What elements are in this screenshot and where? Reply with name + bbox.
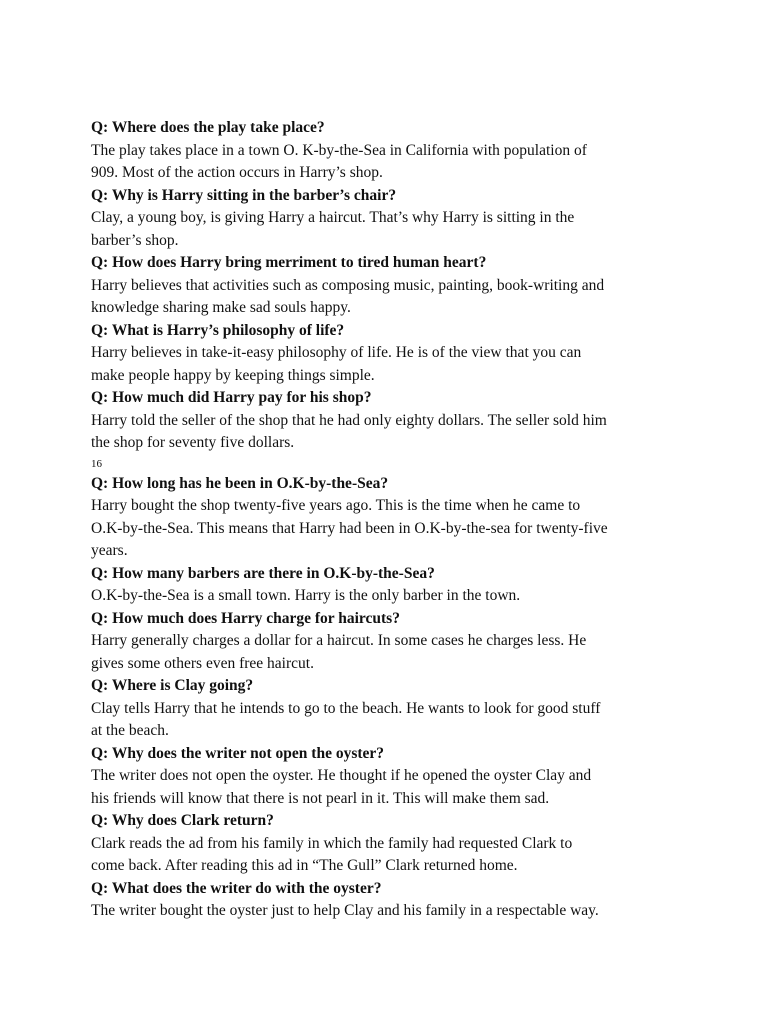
question-heading: Q: Where is Clay going?	[91, 677, 254, 694]
answer-line: his friends will know that there is not pearl in it. This will make them sad.	[91, 789, 550, 807]
answer-line: barber’s shop.	[91, 231, 179, 249]
answer-line: Harry told the seller of the shop that he had only eighty dollars. The seller sold him	[91, 411, 607, 429]
answer-line: knowledge sharing make sad souls happy.	[91, 299, 351, 316]
answer-line: the shop for seventy five dollars.	[91, 434, 295, 451]
question-heading: Q: How much did Harry pay for his shop?	[91, 389, 372, 406]
answer-line: Clay, a young boy, is giving Harry a haircut. That’s why Harry is sitting in the	[91, 209, 575, 226]
page-number: 16	[91, 457, 102, 470]
answer-line: O.K-by-the-Sea is a small town. Harry is the only barber in the town.	[91, 587, 521, 604]
answer-line: Harry generally charges a dollar for a haircut. In some cases he charges less. He	[91, 632, 587, 649]
answer-line: Clay tells Harry that he intends to go to the beach. He wants to look for good stuff	[91, 699, 601, 717]
answer-line: Harry believes that activities such as composing music, painting, book-writing and	[91, 276, 605, 294]
document-page	[91, 117, 681, 923]
question-heading: Q: How long has he been in O.K-by-the-Sea?	[91, 474, 389, 492]
answer-line: O.K-by-the-Sea. This means that Harry had been in O.K-by-the-sea for twenty-five	[91, 519, 608, 537]
question-heading: Q: What is Harry’s philosophy of life?	[91, 321, 345, 339]
answer-line: come back. After reading this ad in “The Gull” Clark returned home.	[91, 857, 518, 874]
question-heading: Q: What does the writer do with the oyster?	[91, 879, 382, 897]
answer-line: The play takes place in a town O. K-by-the-Sea in California with population of	[91, 141, 587, 159]
question-heading: Q: Why does the writer not open the oyster?	[91, 744, 385, 762]
question-heading: Q: How many barbers are there in O.K-by-the-Sea?	[91, 564, 435, 582]
answer-line: make people happy by keeping things simple.	[91, 366, 375, 384]
answer-line: The writer does not open the oyster. He thought if he opened the oyster Clay and	[91, 767, 592, 784]
answer-line: Harry bought the shop twenty-five years ago. This is the time when he came to	[91, 497, 581, 514]
answer-line: Clark reads the ad from his family in which the family had requested Clark to	[91, 834, 573, 852]
question-heading: Q: Why is Harry sitting in the barber’s chair?	[91, 186, 397, 204]
question-heading: Q: Where does the play take place?	[91, 119, 325, 136]
answer-line: at the beach.	[91, 722, 169, 739]
answer-line: 909. Most of the action occurs in Harry’s shop.	[91, 164, 383, 181]
question-heading: Q: Why does Clark return?	[91, 812, 274, 829]
question-heading: Q: How much does Harry charge for haircuts?	[91, 609, 400, 627]
answer-line: gives some others even free haircut.	[91, 654, 314, 672]
answer-line: Harry believes in take-it-easy philosophy of life. He is of the view that you can	[91, 344, 582, 361]
answer-line: years.	[91, 542, 128, 559]
answer-line: The writer bought the oyster just to help Clay and his family in a respectable way.	[91, 902, 599, 919]
question-heading: Q: How does Harry bring merriment to tired human heart?	[91, 254, 487, 271]
